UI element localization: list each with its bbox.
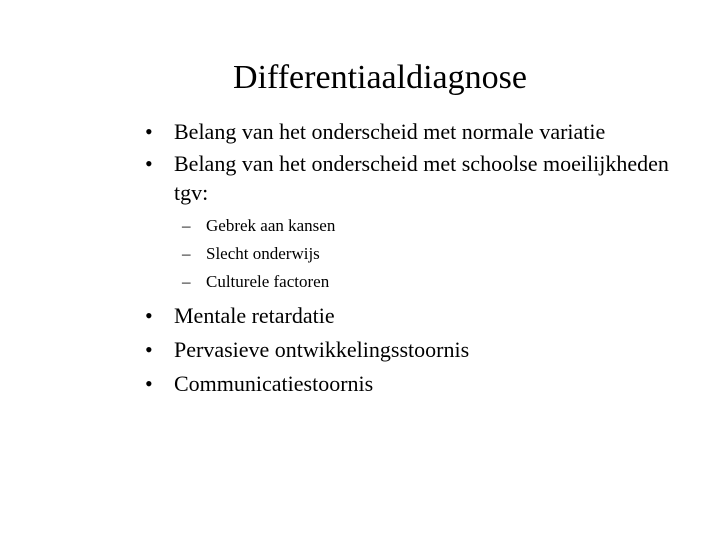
- bullet-text: Mentale retardatie: [174, 303, 335, 328]
- sub-bullet-text: Culturele factoren: [206, 272, 330, 291]
- bullet-continuation: tgv:: [174, 180, 209, 205]
- sub-bullet-marker: –: [182, 272, 191, 291]
- bullet-text: Communicatiestoornis: [174, 371, 374, 396]
- bullet-text: Pervasieve ontwikkelingsstoornis: [174, 337, 470, 362]
- sub-bullet-marker: –: [182, 244, 191, 263]
- bullet-marker: •: [145, 337, 153, 362]
- bullet-marker: •: [145, 371, 153, 396]
- bullet-text: Belang van het onderscheid met normale variatie: [174, 119, 606, 144]
- bullet-marker: •: [145, 119, 153, 144]
- bullet-text: Belang van het onderscheid met schoolse moeilijkheden: [174, 151, 669, 176]
- sub-bullet-text: Slecht onderwijs: [206, 244, 320, 263]
- bullet-marker: •: [145, 303, 153, 328]
- bullet-marker: •: [145, 151, 153, 176]
- sub-bullet-marker: –: [182, 216, 191, 235]
- slide-title: Differentiaaldiagnose: [233, 59, 527, 96]
- sub-bullet-text: Gebrek aan kansen: [206, 216, 336, 235]
